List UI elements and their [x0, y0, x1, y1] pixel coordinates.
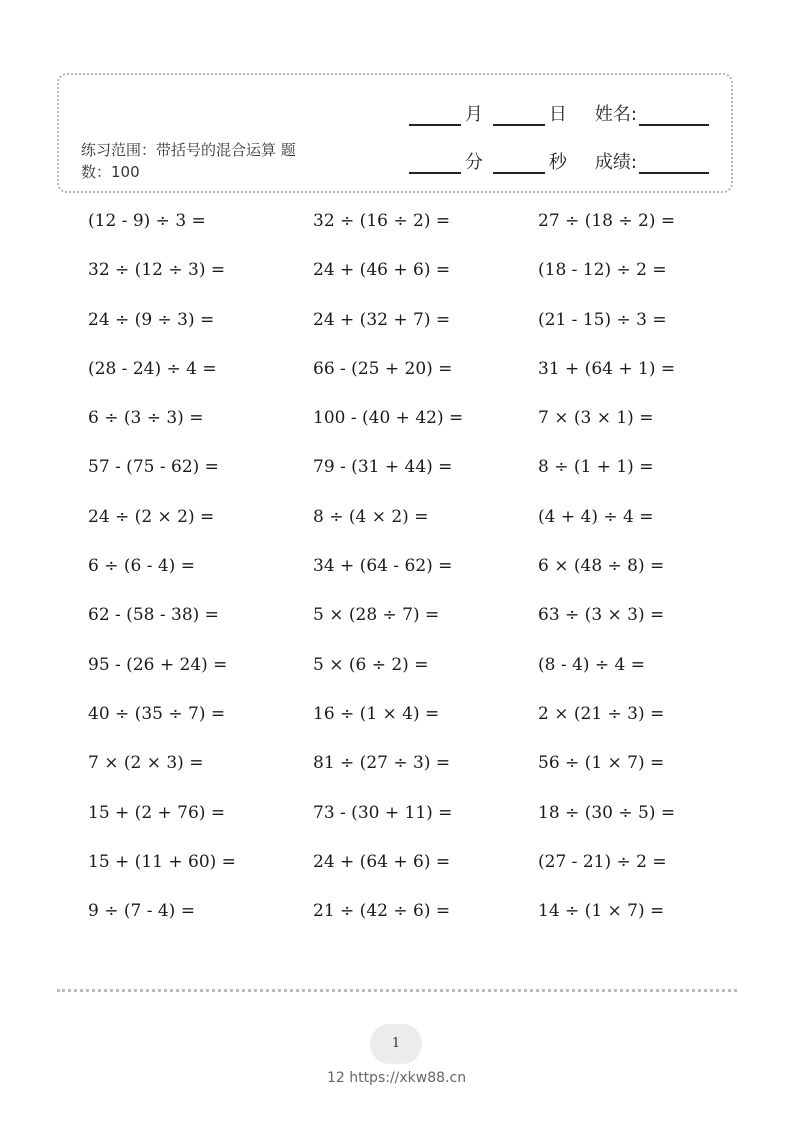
page-number: 1	[370, 1024, 422, 1064]
watermark-text: 12 https://xkw88.cn	[326, 1070, 467, 1086]
problem-item: (27 - 21) ÷ 2 =	[538, 851, 667, 872]
problem-item: 24 + (32 + 7) =	[313, 309, 451, 330]
problem-item: 6 ÷ (6 - 4) =	[88, 556, 195, 577]
second-label: 秒	[548, 152, 567, 173]
problem-item: (4 + 4) ÷ 4 =	[538, 506, 654, 527]
time-score-row	[405, 148, 709, 174]
problem-item: 34 + (64 - 62) =	[313, 556, 453, 577]
problem-item: 15 + (2 + 76) =	[88, 802, 226, 823]
problem-item: 27 ÷ (18 ÷ 2) =	[538, 211, 676, 231]
problem-item: 21 ÷ (42 ÷ 6) =	[313, 901, 451, 922]
footer-divider	[57, 989, 737, 992]
month-label: 月	[464, 104, 483, 125]
practice-scope-text: 练习范围：带括号的混合运算 题数：100	[81, 141, 296, 181]
problem-item: 9 ÷ (7 - 4) =	[88, 901, 195, 922]
name-blank[interactable]	[639, 104, 709, 126]
score-label: 成绩:	[594, 152, 637, 173]
problem-item: (21 - 15) ÷ 3 =	[538, 309, 667, 330]
month-blank[interactable]	[409, 104, 461, 126]
problem-item: 81 ÷ (27 ÷ 3) =	[313, 753, 451, 774]
problem-item: 15 + (11 + 60) =	[88, 851, 236, 872]
problem-item: 57 - (75 - 62) =	[88, 457, 219, 478]
problem-item: 32 ÷ (16 ÷ 2) =	[313, 211, 451, 231]
day-label: 日	[548, 104, 567, 125]
problem-item: 2 × (21 ÷ 3) =	[538, 703, 665, 724]
problem-item: 18 ÷ (30 ÷ 5) =	[538, 802, 676, 823]
problem-item: 100 - (40 + 42) =	[313, 408, 464, 429]
problem-item: 24 ÷ (9 ÷ 3) =	[88, 309, 215, 330]
minute-label: 分	[464, 152, 483, 173]
problem-item: 95 - (26 + 24) =	[88, 654, 228, 675]
problem-item: 16 ÷ (1 × 4) =	[313, 703, 440, 724]
problem-item: 73 - (30 + 11) =	[313, 802, 453, 823]
minute-blank[interactable]	[409, 152, 461, 174]
problem-item: 24 + (64 + 6) =	[313, 851, 451, 872]
problem-item: 31 + (64 + 1) =	[538, 358, 676, 379]
problem-item: 40 ÷ (35 ÷ 7) =	[88, 703, 226, 724]
problem-item: 24 ÷ (2 × 2) =	[88, 506, 215, 527]
problem-item: 62 - (58 - 38) =	[88, 605, 219, 626]
problem-item: 32 ÷ (12 ÷ 3) =	[88, 260, 226, 281]
problem-item: 63 ÷ (3 × 3) =	[538, 605, 665, 626]
problem-item: 5 × (6 ÷ 2) =	[313, 654, 429, 675]
worksheet-header	[57, 73, 733, 193]
problem-item: 7 × (2 × 3) =	[88, 753, 204, 774]
problem-grid	[88, 205, 738, 944]
problem-item: 6 × (48 ÷ 8) =	[538, 556, 665, 577]
problem-item: 7 × (3 × 1) =	[538, 408, 654, 429]
problem-item: 66 - (25 + 20) =	[313, 358, 453, 379]
problem-item: 56 ÷ (1 × 7) =	[538, 753, 665, 774]
problem-item: 24 + (46 + 6) =	[313, 260, 451, 281]
day-blank[interactable]	[493, 104, 545, 126]
problem-item: 79 - (31 + 44) =	[313, 457, 453, 478]
date-name-row	[405, 100, 709, 126]
second-blank[interactable]	[493, 152, 545, 174]
problem-item: 8 ÷ (4 × 2) =	[313, 506, 429, 527]
problem-item: (12 - 9) ÷ 3 =	[88, 211, 206, 231]
problem-item: 14 ÷ (1 × 7) =	[538, 901, 665, 922]
problem-item: (28 - 24) ÷ 4 =	[88, 358, 217, 379]
name-label: 姓名:	[594, 104, 637, 125]
problem-item: 5 × (28 ÷ 7) =	[313, 605, 440, 626]
problem-item: (8 - 4) ÷ 4 =	[538, 654, 645, 675]
score-blank[interactable]	[639, 152, 709, 174]
problem-item: (18 - 12) ÷ 2 =	[538, 260, 667, 281]
problem-item: 6 ÷ (3 ÷ 3) =	[88, 408, 204, 429]
problem-item: 8 ÷ (1 + 1) =	[538, 457, 654, 478]
